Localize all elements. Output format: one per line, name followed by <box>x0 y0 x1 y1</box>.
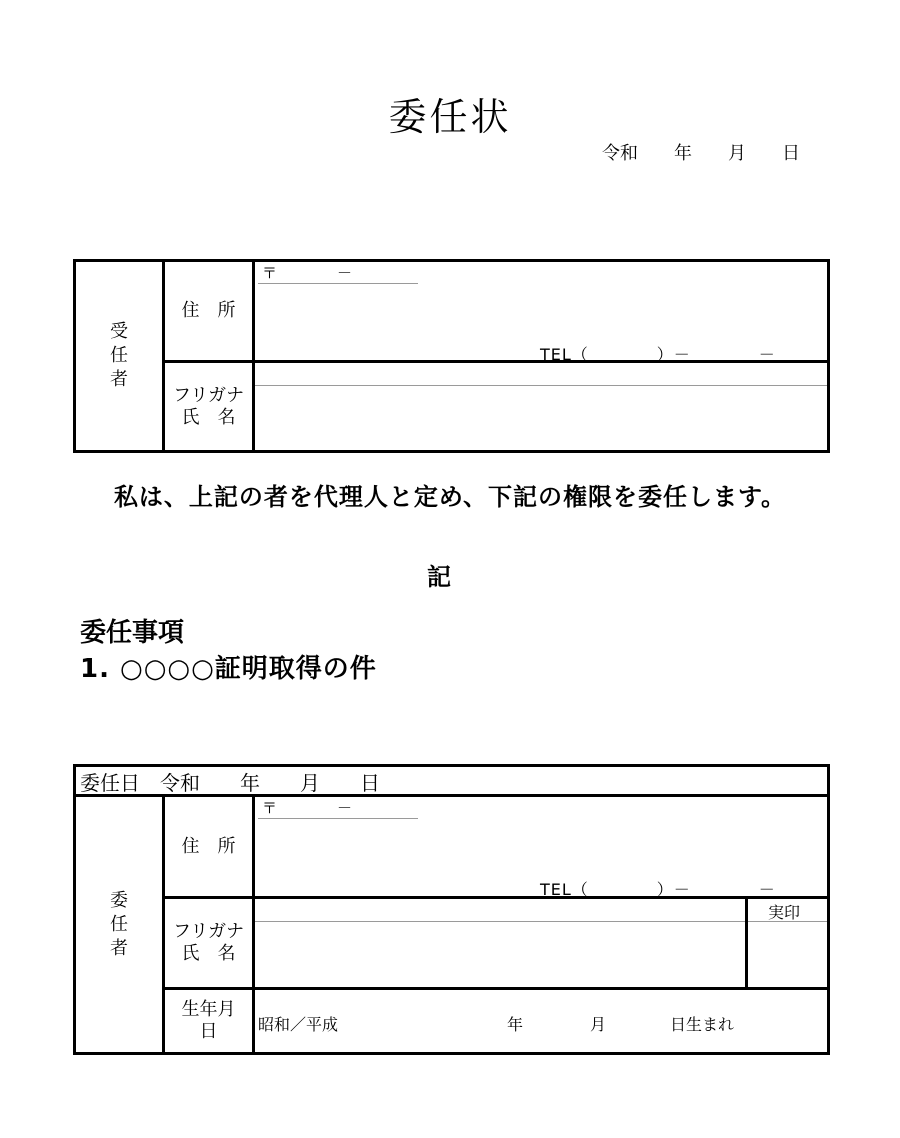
principal-side-char: 委 <box>110 889 128 911</box>
agent-furigana-label: フリガナ <box>172 384 245 406</box>
agent-name-label <box>165 363 252 450</box>
agent-furigana-line <box>255 385 827 386</box>
principal-tel[interactable]: TEL（ ）－ － <box>540 880 776 899</box>
birth-label-line: 生年月 <box>181 999 236 1020</box>
matters-heading: 委任事項 <box>80 618 185 648</box>
delegation-statement: 私は、上記の者を代理人と定め、下記の権限を委任します。 <box>113 483 787 511</box>
principal-name-label <box>165 899 252 987</box>
seal-label: 実印 <box>768 903 801 922</box>
agent-side-label <box>76 262 162 450</box>
principal-address-label: 住 所 <box>181 835 236 857</box>
matters-item: 1. ○○○○証明取得の件 <box>80 654 377 684</box>
birth-label-line: 日 <box>199 1021 218 1042</box>
delegation-date[interactable]: 委任日 令和 年 月 日 <box>80 771 380 795</box>
date-line: 令和 年 月 日 <box>602 143 800 164</box>
principal-furigana-line <box>255 921 745 922</box>
birth-year: 年 <box>507 1015 524 1034</box>
agent-side-char: 受 <box>110 321 128 342</box>
principal-name-text: 氏 名 <box>181 943 236 964</box>
agent-side-char: 任 <box>110 345 128 366</box>
birth-era[interactable]: 昭和／平成 <box>258 1015 339 1034</box>
agent-postal-code[interactable]: 〒 － <box>262 264 353 282</box>
ki-heading: 記 <box>427 563 451 591</box>
principal-birth-label <box>165 990 252 1052</box>
principal-side-char: 任 <box>110 913 128 935</box>
document-title: 委任状 <box>388 95 512 139</box>
principal-side-char: 者 <box>110 937 128 959</box>
agent-name-text: 氏 名 <box>181 406 236 428</box>
agent-address-label: 住 所 <box>181 300 236 321</box>
agent-side-char: 者 <box>110 369 128 390</box>
principal-postal-code[interactable]: 〒 － <box>262 799 353 817</box>
principal-side-label <box>76 797 162 1052</box>
birth-month: 月 <box>590 1015 607 1034</box>
principal-furigana-label: フリガナ <box>172 921 245 942</box>
agent-tel[interactable]: TEL（ ）－ － <box>540 345 776 364</box>
birth-day: 日生まれ <box>670 1015 735 1034</box>
